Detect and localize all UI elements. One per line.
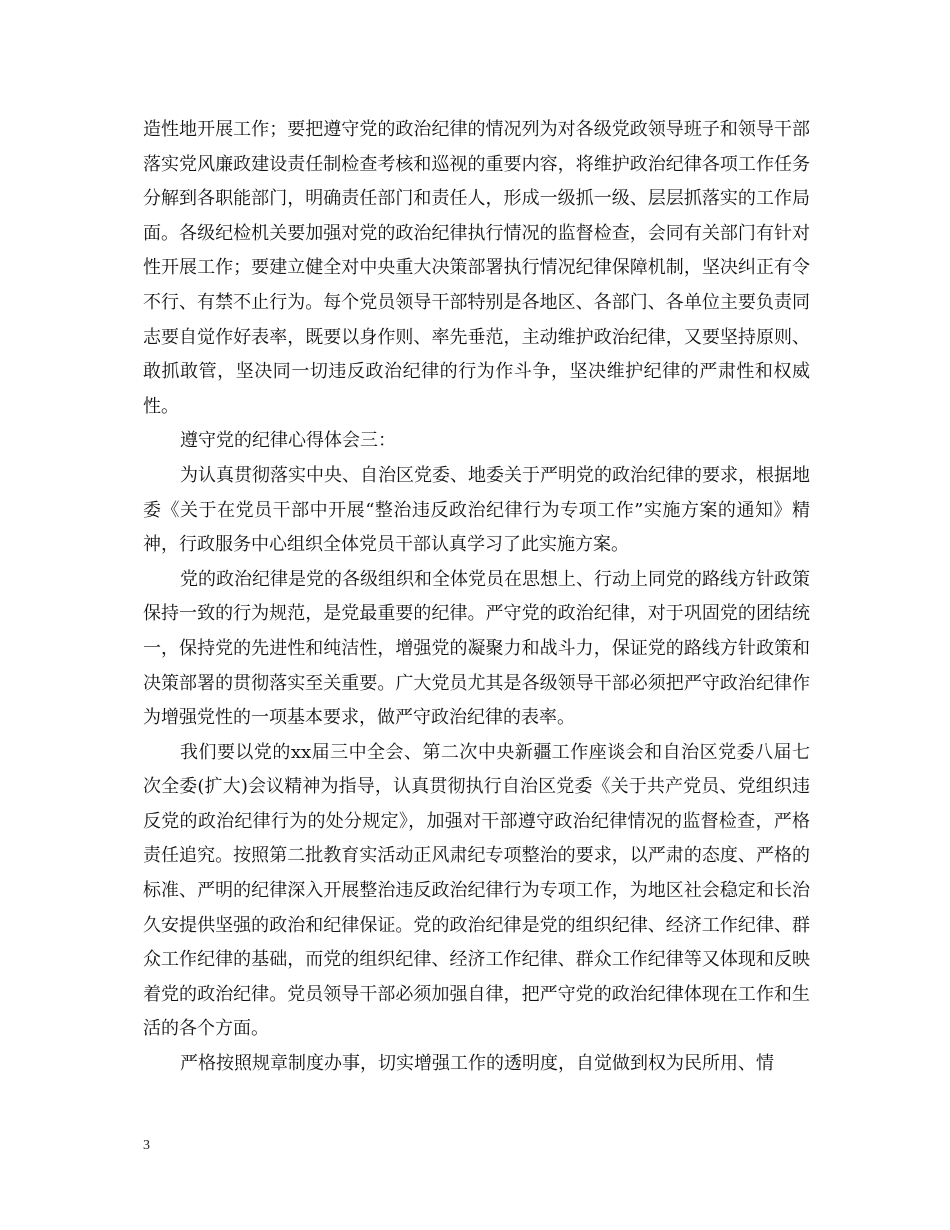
section-heading: 遵守党的纪律心得体会三： xyxy=(180,430,396,452)
document-body xyxy=(143,113,810,1082)
paragraph: 我们要以党的xx届三中全会、第二次中央新疆工作座谈会和自治区党委八届七次全委(扩大)会议精神为指导，认真贯彻执行自治区党委《关于共产党员、党组织违反党的政治纪律行为的处分规定》，加强对干部遵守政治纪律情况的监督检查，严格责任追究。按照第二批教育实活动正风肃纪专项整治的要求，以严肃的态度、严格的标准、严明的纪律深入开展整治违反政治纪律行为专项工作，为地区社会稳定和长治久安提供坚强的政治和纪律保证。党的政治纪律是党的组织纪律、经济工作纪律、群众工作纪律的基础，而党的组织纪律、经济工作纪律、群众工作纪律等又体现和反映着党的政治纪律。党员领导干部必须加强自律，把严守党的政治纪律体现在工作和生活的各个方面。 xyxy=(143,741,810,1040)
paragraph: 党的政治纪律是党的各级组织和全体党员在思想上、行动上同党的路线方针政策保持一致的行为规范，是党最重要的纪律。严守党的政治纪律，对于巩固党的团结统一，保持党的先进性和纯洁性，增强党的凝聚力和战斗力，保证党的路线方针政策和决策部署的贯彻落实至关重要。广大党员尤其是各级领导干部必须把严守政治纪律作为增强党性的一项基本要求，做严守政治纪律的表率。 xyxy=(143,568,810,729)
paragraph: 造性地开展工作；要把遵守党的政治纪律的情况列为对各级党政领导班子和领导干部落实党风廉政建设责任制检查考核和巡视的重要内容，将维护政治纪律各项工作任务分解到各职能部门，明确责任部门和责任人，形成一级抓一级、层层抓落实的工作局面。各级纪检机关要加强对党的政治纪律执行情况的监督检查，会同有关部门有针对性开展工作；要建立健全对中央重大决策部署执行情况纪律保障机制，坚决纠正有令不行、有禁不止行为。每个党员领导干部特别是各地区、各部门、各单位主要负责同志要自觉作好表率，既要以身作则、率先垂范，主动维护政治纪律，又要坚持原则、敢抓敢管，坚决同一切违反政治纪律的行为作斗争，坚决维护纪律的严肃性和权威性。 xyxy=(143,119,810,417)
paragraph: 为认真贯彻落实中央、自治区党委、地委关于严明党的政治纪律的要求，根据地委《关于在党员干部中开展“整治违反政治纪律行为专项工作”实施方案的通知》精神，行政服务中心组织全体党员干部认真学习了此实施方案。 xyxy=(143,464,810,556)
page-number: 3 xyxy=(143,1138,150,1153)
paragraph: 严格按照规章制度办事，切实增强工作的透明度，自觉做到权为民所用、情 xyxy=(180,1053,774,1075)
